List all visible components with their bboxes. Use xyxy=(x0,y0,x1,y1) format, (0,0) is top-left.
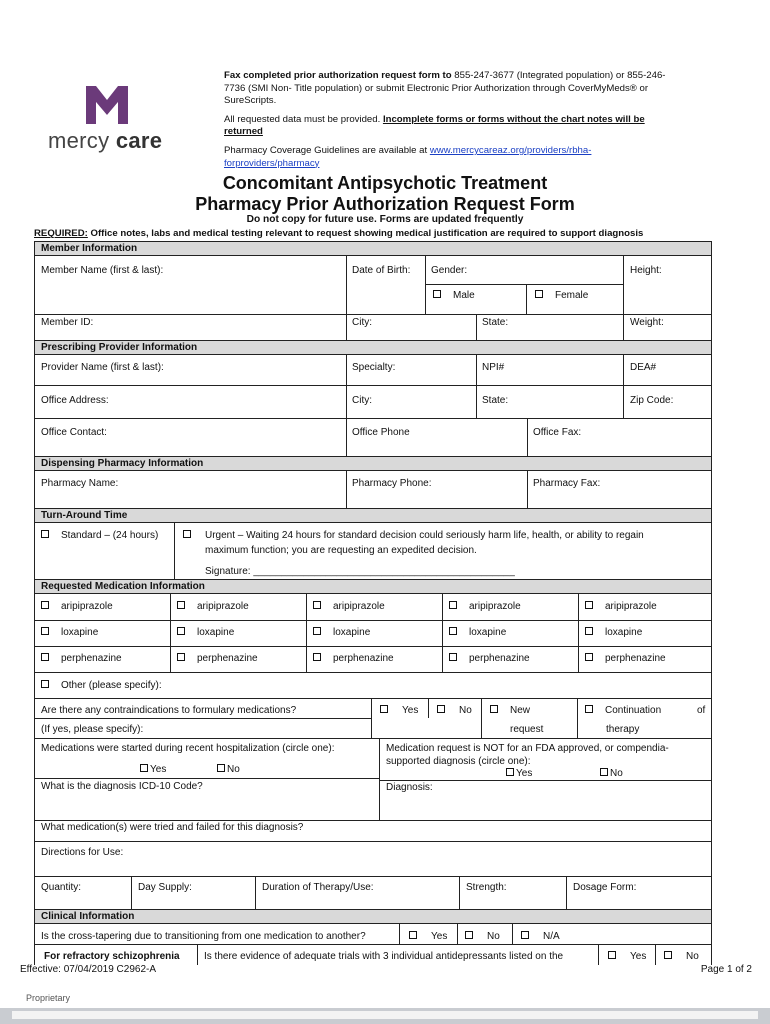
checkbox[interactable] xyxy=(313,601,321,609)
taper-yes-option[interactable]: Yes xyxy=(409,931,447,942)
med-option[interactable]: loxapine xyxy=(41,627,98,638)
tried-failed-field[interactable]: What medication(s) were tried and failed for this diagnosis? xyxy=(41,822,304,833)
checkbox[interactable] xyxy=(41,680,49,688)
hosp-no-option[interactable]: No xyxy=(217,764,240,775)
section-member-information: Member Information xyxy=(34,241,712,256)
form-note: Do not copy for future use. Forms are updated frequently xyxy=(246,214,524,225)
section-dispensing-pharmacy: Dispensing Pharmacy Information xyxy=(34,456,712,471)
checkbox[interactable] xyxy=(608,951,616,959)
form-subtitle: Pharmacy Prior Authorization Request Form xyxy=(195,194,575,214)
med-option[interactable]: perphenazine xyxy=(41,653,122,664)
signature-field[interactable]: Signature: _______________________________________________ xyxy=(205,566,515,577)
pharmacy-fax-field[interactable]: Pharmacy Fax: xyxy=(533,478,601,489)
checkbox[interactable] xyxy=(177,601,185,609)
scrollbar-track[interactable] xyxy=(12,1011,758,1019)
diagnosis-field[interactable]: Diagnosis: xyxy=(386,782,433,793)
quantity-field[interactable]: Quantity: xyxy=(41,882,82,893)
med-option[interactable]: aripiprazole xyxy=(449,601,521,612)
checkbox[interactable] xyxy=(41,653,49,661)
checkbox[interactable] xyxy=(437,705,445,713)
continuation-label-cont: therapy xyxy=(606,724,640,735)
med-option[interactable]: perphenazine xyxy=(585,653,666,664)
provider-name-field[interactable]: Provider Name (first & last): xyxy=(41,362,164,373)
med-option[interactable]: perphenazine xyxy=(177,653,258,664)
checkbox[interactable] xyxy=(449,627,457,635)
checkbox[interactable] xyxy=(506,768,514,776)
checkbox[interactable] xyxy=(409,931,417,939)
checkbox[interactable] xyxy=(177,627,185,635)
dosage-form-field[interactable]: Dosage Form: xyxy=(573,882,637,893)
new-request-option[interactable]: New xyxy=(490,705,530,716)
checkbox[interactable] xyxy=(313,627,321,635)
contra-yes-option[interactable]: Yes xyxy=(380,705,418,716)
office-phone-field[interactable]: Office Phone xyxy=(352,427,410,438)
checkbox[interactable] xyxy=(41,530,49,538)
contraindications-question: Are there any contraindications to formulary medications? xyxy=(41,705,297,716)
brand-wordmark: mercy care xyxy=(48,128,163,153)
guidelines-link[interactable]: www.mercycareaz.org/providers/rbha- xyxy=(429,144,592,156)
section-requested-medication: Requested Medication Information xyxy=(34,579,712,594)
fda-yes-option[interactable]: Yes xyxy=(506,768,532,779)
section-clinical-information: Clinical Information xyxy=(34,909,712,924)
viewer-scrollbar[interactable] xyxy=(0,1008,770,1024)
checkbox[interactable] xyxy=(490,705,498,713)
checkbox[interactable] xyxy=(585,705,593,713)
checkbox[interactable] xyxy=(465,931,473,939)
required-note: REQUIRED: Office notes, labs and medical testing relevant to request showing medical justification are required to support diagnosis xyxy=(34,228,644,239)
checkbox[interactable] xyxy=(140,764,148,772)
office-fax-field[interactable]: Office Fax: xyxy=(533,427,582,438)
urgent-option[interactable] xyxy=(183,530,203,541)
gender-label: Gender: xyxy=(431,265,468,276)
contra-no-option[interactable]: No xyxy=(437,705,472,716)
gender-male-option[interactable]: Male xyxy=(433,290,475,301)
section-prescribing-provider: Prescribing Provider Information xyxy=(34,340,712,355)
taper-no-option[interactable]: No xyxy=(465,931,500,942)
height-field[interactable]: Height: xyxy=(630,265,662,276)
member-id-field[interactable]: Member ID: xyxy=(41,317,94,328)
standard-option[interactable]: Standard – (24 hours) xyxy=(41,530,158,541)
med-option[interactable]: loxapine xyxy=(177,627,234,638)
directions-field[interactable]: Directions for Use: xyxy=(41,847,124,858)
other-medication-option[interactable]: Other (please specify): xyxy=(41,680,162,691)
office-state-field[interactable]: State: xyxy=(482,395,509,406)
guidelines-link-cont[interactable]: forproviders/pharmacy xyxy=(224,157,320,169)
dob-field[interactable]: Date of Birth: xyxy=(352,265,411,276)
specialty-field[interactable]: Specialty: xyxy=(352,362,396,373)
pharmacy-phone-field[interactable]: Pharmacy Phone: xyxy=(352,478,432,489)
checkbox[interactable] xyxy=(183,530,191,538)
checkbox[interactable] xyxy=(380,705,388,713)
effective-date: Effective: 07/04/2019 C2962-A xyxy=(20,964,157,975)
med-option[interactable]: aripiprazole xyxy=(41,601,113,612)
heart-m-icon xyxy=(82,84,132,126)
trials-no-option[interactable]: No xyxy=(664,951,699,962)
proprietary-label: Proprietary xyxy=(26,993,71,1003)
header-instructions: Fax completed prior authorization request form to 855-247-3677 (Integrated population) or 855-246- 7736 (SMI Non- Title population) or submit Electronic Prior Authorization through CoverMyMeds® or SureScripts. All requested data must be provided. Incomplete forms or forms without the chart notes will be returned Pharmacy Coverage Guidelines are available at www.mercycareaz.org/providers/rbha- forproviders/pharmacy xyxy=(224,70,666,169)
new-request-label-cont: request xyxy=(510,724,544,735)
med-option[interactable]: loxapine xyxy=(585,627,642,638)
hosp-yes-option[interactable]: Yes xyxy=(140,764,166,775)
cross-tapering-question: Is the cross-tapering due to transitioning from one medication to another? xyxy=(41,931,366,942)
trials-yes-option[interactable]: Yes xyxy=(608,951,646,962)
fda-question: Medication request is NOT for an FDA approved, or compendia- xyxy=(386,743,669,754)
office-address-field[interactable]: Office Address: xyxy=(41,395,109,406)
refractory-label: For refractory schizophrenia xyxy=(44,951,180,962)
med-option[interactable]: perphenazine xyxy=(449,653,530,664)
checkbox[interactable] xyxy=(433,290,441,298)
med-option[interactable]: loxapine xyxy=(313,627,370,638)
continuation-option[interactable]: Continuation xyxy=(585,705,661,716)
checkbox[interactable] xyxy=(41,601,49,609)
icd10-field[interactable]: What is the diagnosis ICD-10 Code? xyxy=(41,781,203,792)
urgent-text-cont: maximum function; you are requesting an expedited decision. xyxy=(205,545,477,556)
pharmacy-name-field[interactable]: Pharmacy Name: xyxy=(41,478,119,489)
checkbox[interactable] xyxy=(449,653,457,661)
checkbox[interactable] xyxy=(585,653,593,661)
strength-field[interactable]: Strength: xyxy=(466,882,507,893)
dea-field[interactable]: DEA# xyxy=(630,362,657,373)
npi-field[interactable]: NPI# xyxy=(482,362,505,373)
office-city-field[interactable]: City: xyxy=(352,395,372,406)
checkbox[interactable] xyxy=(177,653,185,661)
taper-na-option[interactable]: N/A xyxy=(521,931,560,942)
checkbox[interactable] xyxy=(41,627,49,635)
checkbox[interactable] xyxy=(217,764,225,772)
urgent-text: Urgent – Waiting 24 hours for standard decision could seriously harm life, health, or ability to regain xyxy=(205,530,644,541)
checkbox[interactable] xyxy=(521,931,529,939)
med-option[interactable]: aripiprazole xyxy=(177,601,249,612)
section-turnaround-time: Turn-Around Time xyxy=(34,508,712,523)
member-name-field[interactable]: Member Name (first & last): xyxy=(41,265,164,276)
med-option[interactable]: perphenazine xyxy=(313,653,394,664)
hospitalization-question: Medications were started during recent hospitalization (circle one): xyxy=(41,743,335,754)
fda-question-cont: supported diagnosis (circle one): xyxy=(386,756,531,767)
checkbox[interactable] xyxy=(585,627,593,635)
form-title: Concomitant Antipsychotic Treatment xyxy=(222,173,548,193)
duration-field[interactable]: Duration of Therapy/Use: xyxy=(262,882,374,893)
mercy-care-logo xyxy=(48,84,168,154)
checkbox[interactable] xyxy=(664,951,672,959)
checkbox[interactable] xyxy=(313,653,321,661)
zip-field[interactable]: Zip Code: xyxy=(630,395,674,406)
gender-female-option[interactable]: Female xyxy=(535,290,588,301)
checkbox[interactable] xyxy=(535,290,543,298)
med-option[interactable]: loxapine xyxy=(449,627,506,638)
med-option[interactable]: aripiprazole xyxy=(585,601,657,612)
checkbox[interactable] xyxy=(585,601,593,609)
office-contact-field[interactable]: Office Contact: xyxy=(41,427,107,438)
checkbox[interactable] xyxy=(449,601,457,609)
page-number: Page 1 of 2 xyxy=(700,964,752,975)
member-city-field[interactable]: City: xyxy=(352,317,372,328)
fda-no-option[interactable]: No xyxy=(600,768,623,779)
weight-field[interactable]: Weight: xyxy=(630,317,664,328)
member-state-field[interactable]: State: xyxy=(482,317,509,328)
if-yes-specify-field[interactable]: (If yes, please specify): xyxy=(41,724,144,735)
antidepressant-trials-question: Is there evidence of adequate trials with 3 individual antidepressants listed on the xyxy=(204,951,564,962)
checkbox[interactable] xyxy=(600,768,608,776)
med-option[interactable]: aripiprazole xyxy=(313,601,385,612)
day-supply-field[interactable]: Day Supply: xyxy=(138,882,192,893)
continuation-of: of xyxy=(697,705,706,716)
